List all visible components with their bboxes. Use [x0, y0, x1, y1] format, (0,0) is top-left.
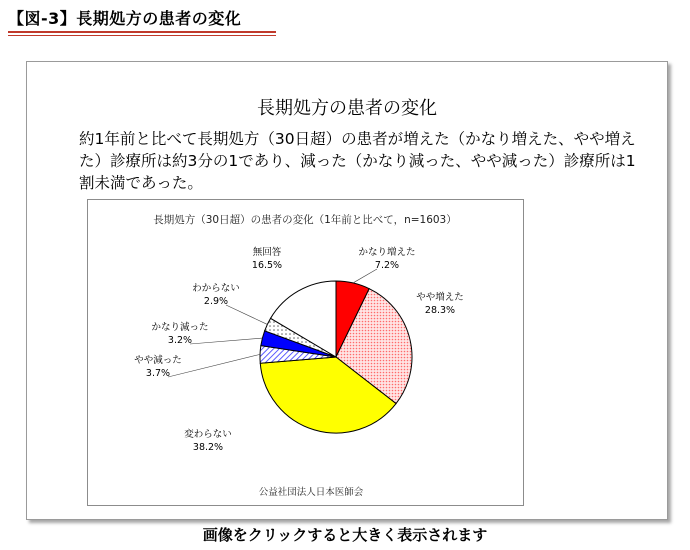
slice-value-label: 38.2%	[192, 442, 224, 453]
figure-image[interactable]	[26, 61, 668, 520]
leader-line	[168, 354, 260, 377]
slice-value-label: 7.2%	[374, 260, 400, 271]
leader-line	[190, 338, 262, 344]
slice-label: やや減った	[134, 355, 182, 366]
slice-label: かなり増えた	[358, 247, 416, 258]
slide-summary	[79, 128, 639, 194]
slice-value-label: 2.9%	[203, 296, 229, 307]
leader-line	[226, 305, 267, 324]
slice-value-label: 3.7%	[145, 368, 171, 379]
slice-label: やや増えた	[416, 292, 464, 303]
slice-label: かなり減った	[151, 322, 209, 333]
pie-chart-svg	[88, 200, 523, 505]
click-to-enlarge-note[interactable]: 画像をクリックすると大きく表示されます	[202, 526, 488, 544]
chart-source: 公益社団法人日本医師会	[258, 487, 364, 498]
summary-text: 約1年前と比べて長期処方（30日超）の患者が増えた（かなり増えた、やや増えた）診療所は約3分の1であり、減った（かなり減った、やや減った）診療所は1割未満であった。	[79, 130, 636, 192]
slice-label: わからない	[192, 283, 240, 294]
slice-value-label: 16.5%	[251, 260, 283, 271]
slide-title: 長期処方の患者の変化	[257, 98, 437, 119]
pie-chart	[87, 199, 524, 506]
chart-title: 長期処方（30日超）の患者の変化（1年前と比べて，n=1603）	[153, 214, 457, 226]
slice-label: 変わらない	[184, 429, 232, 440]
slice-value-label: 3.2%	[167, 335, 193, 346]
header-rule-thin	[8, 35, 276, 36]
figure-header: 【図-3】長期処方の患者の変化	[8, 9, 242, 28]
slice-value-label: 28.3%	[424, 305, 456, 316]
leader-line	[353, 269, 377, 283]
slice-label: 無回答	[252, 247, 282, 258]
header-rule	[8, 31, 276, 33]
